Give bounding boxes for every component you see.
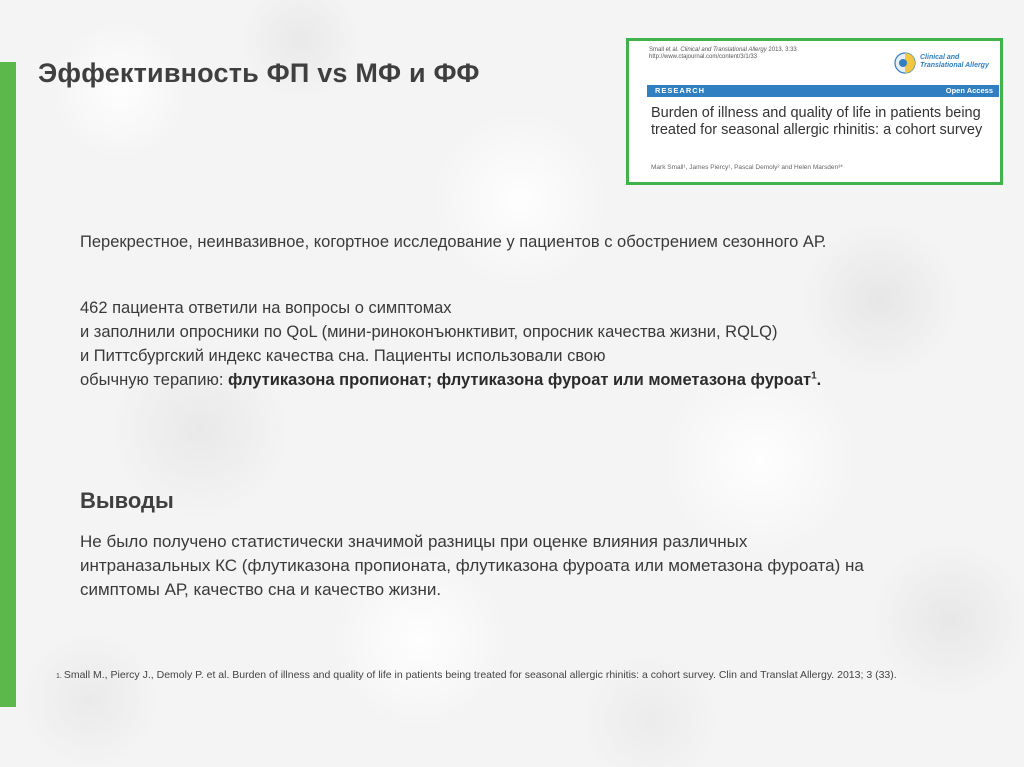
citation-authors: Small et al. [649,47,681,53]
citation-url: http://www.ctajournal.com/content/3/1/33 [649,54,758,60]
footnote-number: 1. [56,673,62,680]
journal-logo [893,51,1001,77]
therapy-list: флутиказона пропионат; флутиказона фуроат или мометазона фуроат [228,371,812,389]
citation-journal: Clinical and Translational Allergy [680,47,767,53]
section-banner [647,85,999,97]
methods-line-3: и Питтсбургский индекс качества сна. Пациенты использовали свою [80,347,606,365]
methods-end: . [816,371,822,389]
access-label: Open Access [945,86,993,95]
article-headline: Burden of illness and quality of life in patients being treated for seasonal allergic rhinitis: a cohort survey [651,105,983,138]
reference-marker: 1 [811,370,817,382]
footnote [56,668,916,684]
article-citation [649,47,797,61]
article-authors: Mark Small¹, James Piercy¹, Pascal Demoly² and Helen Marsden³* [651,164,843,171]
methods-line-4: обычную терапию: [80,371,229,389]
accent-bar [0,62,16,707]
methods-line-2: и заполнили опросники по QoL (мини-риноконъюнктивит, опросник качества жизни, RQLQ) [80,323,778,341]
study-design-paragraph: Перекрестное, неинвазивное, когортное исследование у пациентов с обострением сезонного АР. [80,233,827,251]
slide-title: Эффективность ФП vs МФ и ФФ [38,58,480,88]
citation-year: 2013, 3:33 [766,47,797,53]
footnote-text: Small M., Piercy J., Demoly P. et al. Burden of illness and quality of life in patients being treated for seasonal allergic rhinitis: a cohort survey. Clin and Translat Allergy. 2013; 3 (33). [63,669,897,681]
conclusions-heading: Выводы [80,488,174,513]
methods-line-1: 462 пациента ответили на вопросы о симптомах [80,299,452,317]
study-methods-paragraph [80,296,960,392]
conclusions-text: Не было получено статистически значимой разницы при оценке влияния различных интраназальных КС (флутиказона пропионата, флутиказона фуроата или мометазона фуроата) на симптомы АР, качество сна и качество жизни. [80,532,864,599]
article-thumbnail [626,38,1003,185]
journal-name: Clinical and Translational Allergy [920,54,989,69]
section-label: RESEARCH [655,86,706,95]
journal-logo-icon [893,51,917,75]
